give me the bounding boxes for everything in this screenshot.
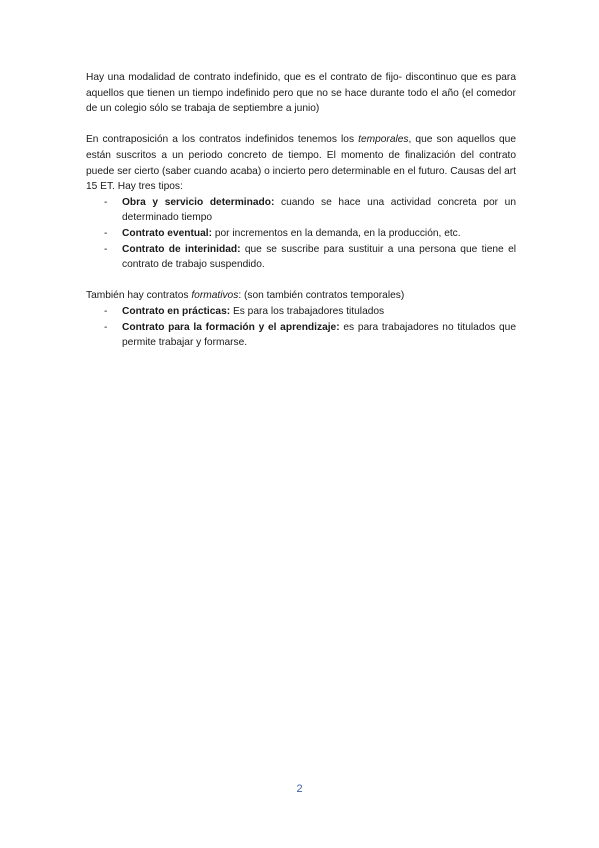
page-number: 2 (296, 783, 303, 795)
temporal-types-list (86, 195, 516, 273)
list-bullet: - (104, 321, 108, 333)
list-bullet: - (104, 227, 108, 239)
list-item-term: Obra y servicio determinado: (122, 196, 275, 208)
list-bullet: - (104, 305, 108, 317)
list-item-term: Contrato eventual: (122, 227, 212, 239)
list-bullet: - (104, 243, 108, 255)
list-item (86, 242, 516, 273)
list-item-description: Es para los trabajadores titulados (230, 305, 385, 317)
list-item (86, 226, 516, 242)
list-item-description: es para trabajadores no titulados que permite trabajar y formarse. (122, 321, 516, 349)
italic-term-temporales: temporales (358, 134, 409, 146)
list-item-description: por incrementos en la demanda, en la producción, etc. (212, 227, 461, 239)
list-item-term: Contrato para la formación y el aprendizaje: (122, 321, 340, 333)
list-bullet: - (104, 196, 108, 208)
list-item-description: que se suscribe para sustituir a una persona que tiene el contrato de trabajo suspendido. (122, 243, 516, 271)
italic-term-formativos: formativos (191, 290, 239, 302)
text-run: También hay contratos (86, 290, 192, 302)
list-item (86, 320, 516, 351)
paragraph-temporales (86, 132, 516, 194)
document-body (86, 70, 516, 351)
paragraph-fijo-discontinuo: Hay una modalidad de contrato indefinido, que es el contrato de fijo- discontinuo que es para aquellos que tienen un tiempo indefinido pero que no se hace durante todo el año (el comedor de un colegio sólo se trabaja de septiembre a junio) (86, 72, 516, 115)
text-run: En contraposición a los contratos indefinidos tenemos los (86, 134, 359, 146)
paragraph-formativos (86, 288, 516, 304)
list-item (86, 195, 516, 226)
list-item-term: Contrato en prácticas: (122, 305, 231, 317)
paragraph-spacer (86, 273, 516, 289)
text-run: , que son aquellos que están suscritos a un periodo concreto de tiempo. El momento de finalización del contrato puede ser cierto (saber cuando acaba) o incierto pero determinable en el futuro. Causas del art 15 ET. Hay tres tipos: (86, 134, 516, 193)
paragraph-spacer (86, 117, 516, 133)
formative-types-list (86, 304, 516, 351)
text-run: : (son también contratos temporales) (238, 290, 405, 302)
list-item-description: cuando se hace una actividad concreta por un determinado tiempo (122, 196, 516, 224)
list-item (86, 304, 516, 320)
list-item-term: Contrato de interinidad: (122, 243, 241, 255)
